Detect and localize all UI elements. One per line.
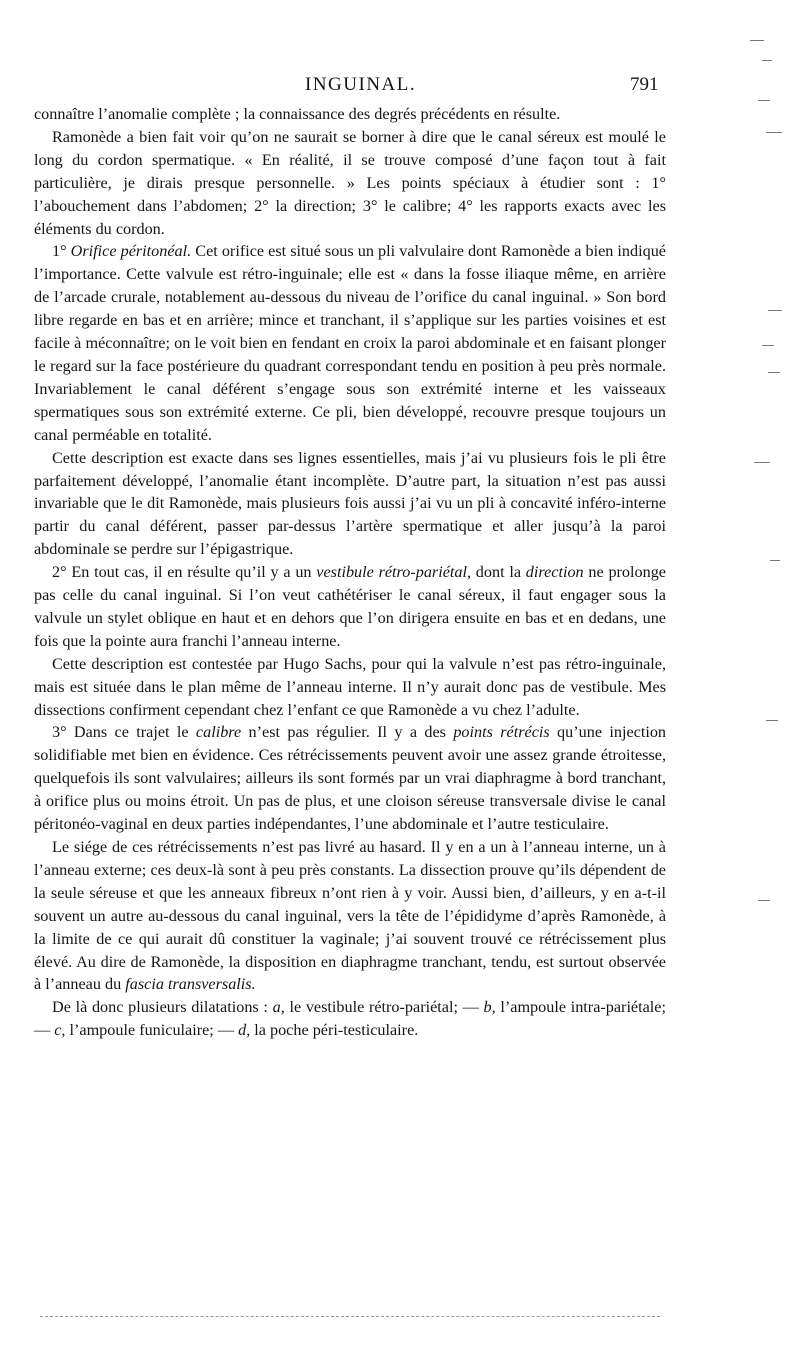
section-heading-orifice: Orifice péritonéal. xyxy=(70,242,192,261)
text-run: qu’une injection solidifiable met bien en évidence. Ces rétrécissements peuvent avoir une assez grande étroitesse, quelquefois ils sont valvulaires; ailleurs ils sont formés par un vrai diaphragme à bord tranchant, à orifice plus ou moins étroit. Un pas de plus, et une cloison séreuse transversale divise le canal péritonéo-vaginal en deux parties indépendantes, l’une abdominale et l’autre testiculaire. xyxy=(34,723,667,834)
text-run: Le siége de ces rétrécissements n’est pas livré au hasard. Il y en a un à l’anneau interne, un à l’anneau externe; ces deux-là sont à peu près constants. La dissection prouve qu’ils dépendent de la seule séreuse et que les anneaux fibreux n’ont rien à y voir. Aussi bien, d’ailleurs, y en a-t-il souvent un autre au-dessous du canal inguinal, vers la tête de l’épididyme d’après Ramonède, à la limite de ce qui aurait dû constituer la vaginale; j’ai souvent trouvé ce rétrécissement plus élevé. Au dire de Ramonède, la disposition en diaphragme tranchant, tendu, est surtout observée à l’anneau du xyxy=(34,838,666,994)
scan-mark xyxy=(758,100,770,101)
paragraph-3-body: Cet orifice est situé sous un pli valvulaire dont Ramonède a bien indiqué l’importance. Cette valvule est rétro-inguinale; elle est « dans la fosse iliaque même, en arrière de l’arcade crurale, notablement au-dessous du niveau de l’orifice du canal inguinal. » Son bord libre regarde en bas et en arrière; mince et tranchant, il s’applique sur les parties voisines et est facile à méconnaître; on le voit bien en fendant en croix la paroi abdominale et en faisant plonger le regard sur la face postérieure du quadrant correspondant tendu en position à peu près normale. Invariablement le canal déférent s’engage sous son extrémité interne et les vaisseaux spermatiques sous son extrémité externe. Ce pli, bien développé, recouvre presque toujours un canal perméable en totalité. xyxy=(34,242,666,444)
text-run: n’est pas régulier. Il y a des xyxy=(241,723,454,742)
scan-mark xyxy=(754,462,770,463)
text-run: la poche péri-testiculaire. xyxy=(250,1021,419,1040)
text-run: l’ampoule intra-pariétale; — xyxy=(34,998,666,1040)
term-direction: direction xyxy=(525,563,584,582)
page-number: 791 xyxy=(630,74,659,95)
scan-mark xyxy=(766,132,782,133)
paragraph-5 xyxy=(34,561,666,653)
term-calibre: calibre xyxy=(195,723,242,742)
paragraph-6: Cette description est contestée par Hugo Sachs, pour qui la valvule n’est pas rétro-inguinale, mais est située dans le plan même de l’anneau interne. Il n’y aurait donc pas de vestibule. Mes dissections confirment cependant chez l’enfant ce que Ramonède a vu chez l’adulte. xyxy=(34,654,666,719)
scan-mark xyxy=(762,60,772,61)
running-header xyxy=(0,74,800,98)
term-points-retrecis: points rétrécis xyxy=(453,723,550,742)
scan-mark xyxy=(768,310,782,311)
letter-c: c, xyxy=(54,1021,66,1040)
paragraph-4: Cette description est exacte dans ses lignes essentielles, mais j’ai vu plusieurs fois le pli être parfaitement développé, l’anomalie étant incomplète. D’autre part, la situation n’est pas aussi invariable que le dit Ramonède, mais plusieurs fois aussi j’ai vu un pli à concavité inféro-interne partir du canal déférent, passer par-dessus l’artère spermatique et aller jusqu’à la paroi abdominale se perdre sur l’épigastrique. xyxy=(34,448,666,559)
letter-b: b, xyxy=(483,998,496,1017)
text-run: dont la xyxy=(471,563,526,582)
letter-d: d, xyxy=(238,1021,251,1040)
scan-mark xyxy=(768,372,780,373)
paragraph-1: connaître l’anomalie complète ; la connaissance des degrés précédents en résulte. xyxy=(34,105,561,123)
paragraph-8 xyxy=(34,836,666,996)
scan-mark xyxy=(770,560,780,561)
scan-mark xyxy=(766,720,778,721)
running-title: INGUINAL. xyxy=(305,74,417,95)
scan-mark xyxy=(762,345,774,346)
paragraph-7 xyxy=(34,721,666,836)
term-fascia: fascia transversalis. xyxy=(125,975,256,994)
body-text xyxy=(34,103,666,1042)
paragraph-2: Ramonède a bien fait voir qu’on ne saurait se borner à dire que le canal séreux est moulé le long du cordon spermatique. « En réalité, il se trouve composé d’une façon tout à fait particulière, je dirais presque personnelle. » Les points spéciaux à étudier sont : 1° l’abouchement dans l’abdomen; 2° la direction; 3° le calibre; 4° les rapports exacts avec les éléments du cordon. xyxy=(34,127,666,238)
term-vestibule: vestibule rétro-pariétal, xyxy=(316,563,472,582)
scan-margin-marks xyxy=(740,0,800,1351)
section-number: 1° xyxy=(52,242,71,261)
paragraph-3 xyxy=(34,240,666,446)
text-run: 2° En tout cas, il en résulte qu’il y a un xyxy=(52,563,317,582)
paragraph-9 xyxy=(34,996,666,1042)
scan-mark xyxy=(750,40,764,41)
bottom-rule xyxy=(40,1316,660,1317)
text-run: De là donc plusieurs dilatations : xyxy=(52,998,273,1017)
text-run: 3° Dans ce trajet le xyxy=(52,723,196,742)
text-run: le vestibule rétro-pariétal; — xyxy=(284,998,484,1017)
text-run: l’ampoule funiculaire; — xyxy=(65,1021,239,1040)
text-run: ne prolonge pas celle du canal inguinal. Si l’on veut cathétériser le canal séreux, il faut engager sous la valvule un stylet oblique en haut et en dehors que l’on dirigera ensuite en bas et en dedans, une fois que la pointe aura franchi l’anneau interne. xyxy=(34,563,666,650)
letter-a: a, xyxy=(272,998,285,1017)
scan-mark xyxy=(758,900,770,901)
